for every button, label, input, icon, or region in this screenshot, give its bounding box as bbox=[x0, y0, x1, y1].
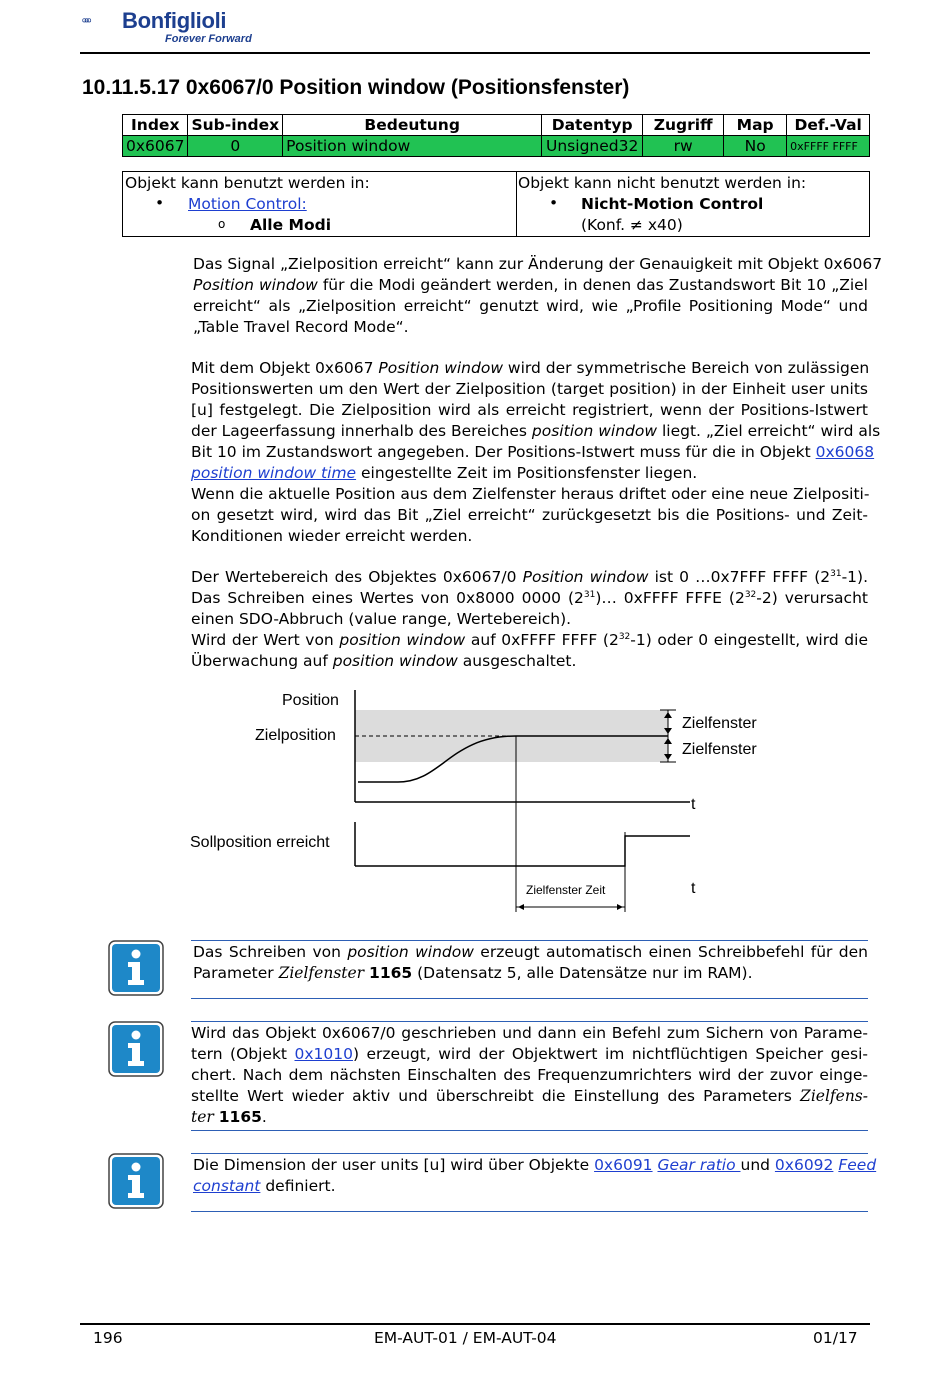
info-rule bbox=[191, 940, 868, 941]
table-cell: Unsigned32 bbox=[542, 136, 643, 157]
text-line: Wird das Objekt 0x6067/0 geschrieben und dann ein Befehl zum Sichern von Parame- bbox=[191, 1024, 868, 1042]
usage-cannot-title: Objekt kann nicht benutzt werden in: bbox=[518, 174, 807, 192]
position-window-diagram bbox=[180, 682, 780, 922]
text-line: Das Schreiben von position window erzeugt automatisch einen Schreibbefehl für den bbox=[193, 943, 868, 961]
text-line: tern (Objekt 0x1010) erzeugt, wird der Objektwert im nichtflüchtigen Speicher gesi- bbox=[191, 1045, 869, 1063]
text-line: Der Wertebereich des Objektes 0x6067/0 Position window ist 0 …0x7FFF FFFF $(2^{31}-1)$. bbox=[191, 568, 869, 586]
text-line: Mit dem Objekt 0x6067 Position window wird der symmetrische Bereich von zulässigen bbox=[191, 359, 870, 377]
text-line: Wird der Wert von position window auf 0xFFFF FFFF $(2^{32}-1)$ oder 0 eingestellt, wird die bbox=[191, 631, 868, 649]
paragraph-3 bbox=[191, 567, 868, 672]
info-text-2 bbox=[191, 1023, 868, 1128]
text-line: Überwachung auf position window ausgeschaltet. bbox=[191, 652, 577, 670]
text-line: Positionswerten um den Wert der Zielposition (target position) in der Einheit user units bbox=[191, 380, 868, 398]
usage-cannot-column bbox=[517, 172, 869, 236]
feed-constant-link[interactable]: Feed bbox=[838, 1156, 877, 1174]
usage-box bbox=[122, 171, 870, 237]
text-line: der Lageerfassung innerhalb des Bereiches position window liegt. „Ziel erreicht“ wird als bbox=[191, 422, 881, 440]
table-cell: No bbox=[724, 136, 787, 157]
text-line: stellte Wert wieder aktiv und überschreibt die Einstellung des Parameters Zielfens- bbox=[191, 1087, 868, 1105]
text-line: ter 1165. bbox=[191, 1108, 267, 1126]
text-line: Das Schreiben eines Wertes von 0x8000 0000 $(2^{31})\dots$ 0xFFFF FFFE $(2^{32}-2)$ verursacht bbox=[191, 589, 868, 607]
page-number: 196 bbox=[93, 1329, 123, 1347]
document-date: 01/17 bbox=[813, 1329, 858, 1347]
usage-can-title: Objekt kann benutzt werden in: bbox=[125, 174, 370, 192]
sub-bullet: o bbox=[218, 217, 226, 231]
text-line: [u] festgelegt. Die Zielposition wird als erreicht registriert, wenn der Positions-Istwert bbox=[191, 401, 868, 419]
text-line: Wenn die aktuelle Position aus dem Zielfenster heraus driftet oder eine neue Zielpositi- bbox=[191, 485, 870, 503]
label-zielposition: Zielposition bbox=[255, 727, 336, 744]
usage-can-column bbox=[123, 172, 517, 236]
header-cell: Datentyp bbox=[542, 115, 643, 136]
object-table bbox=[122, 114, 870, 157]
text-line: Bit 10 im Zustandswort angegeben. Der Positions-Istwert muss für die in Objekt 0x6068 bbox=[191, 443, 875, 461]
usage-cannot-note: (Konf. ≠ x40) bbox=[581, 216, 683, 234]
table-cell: Position window bbox=[283, 136, 542, 157]
label-sollposition: Sollposition erreicht bbox=[190, 834, 330, 851]
info-icon bbox=[108, 1153, 164, 1209]
label-t-bottom: t bbox=[691, 880, 696, 897]
object-1010-link[interactable]: 0x1010 bbox=[294, 1045, 353, 1063]
text-line: Parameter Zielfenster 1165 (Datensatz 5, alle Datensätze nur im RAM). bbox=[193, 964, 753, 982]
brand-name: Bonfiglioli bbox=[122, 8, 227, 33]
header-cell: Zugriff bbox=[643, 115, 724, 136]
table-cell: 0x6067 bbox=[123, 136, 188, 157]
text-line: „Table Travel Record Mode“. bbox=[193, 318, 409, 336]
text-line: Die Dimension der user units [u] wird über Objekte 0x6091 Gear ratio und 0x6092 Feed bbox=[193, 1156, 877, 1174]
header-cell: Map bbox=[724, 115, 787, 136]
gear-ratio-link[interactable]: Gear ratio bbox=[657, 1156, 741, 1174]
bonfiglioli-logo bbox=[82, 8, 122, 36]
info-rule bbox=[191, 1153, 868, 1154]
signal-line bbox=[355, 836, 690, 866]
info-rule bbox=[191, 1130, 868, 1131]
document-id: EM-AUT-01 / EM-AUT-04 bbox=[374, 1329, 557, 1347]
table-row bbox=[123, 136, 870, 157]
object-6091-link[interactable]: 0x6091 bbox=[594, 1156, 653, 1174]
info-rule bbox=[191, 998, 868, 999]
object-6092-link[interactable]: 0x6092 bbox=[774, 1156, 834, 1174]
bullet: • bbox=[155, 194, 165, 212]
table-cell: rw bbox=[643, 136, 724, 157]
footer-rule bbox=[80, 1323, 870, 1325]
table-header-row bbox=[123, 115, 870, 136]
bullet: • bbox=[549, 194, 559, 212]
paragraph-2 bbox=[191, 358, 881, 547]
text-line: Position window für die Modi geändert werden, in denen das Zustandswort Bit 10 „Ziel bbox=[193, 276, 868, 294]
position-window-time-link[interactable]: position window time bbox=[191, 464, 357, 482]
info-text-3 bbox=[193, 1155, 877, 1197]
header-cell: Bedeutung bbox=[283, 115, 542, 136]
header-cell: Index bbox=[123, 115, 188, 136]
text-line: einen SDO-Abbruch (value range, Wertebereich). bbox=[191, 610, 572, 628]
info-icon bbox=[108, 940, 164, 996]
label-zielfenster-upper: Zielfenster bbox=[682, 715, 757, 732]
label-t-top: t bbox=[691, 796, 696, 813]
label-position: Position bbox=[282, 692, 339, 709]
table-cell: 0 bbox=[188, 136, 283, 157]
header-rule bbox=[80, 52, 870, 54]
text-line: erreicht“ als „Zielposition erreicht“ genutzt wird, wie „Profile Positioning Mode“ und bbox=[193, 297, 868, 315]
info-rule bbox=[191, 1211, 868, 1212]
paragraph-1 bbox=[193, 254, 883, 338]
motion-control-link[interactable]: Motion Control: bbox=[188, 195, 307, 213]
text-line: Das Signal „Zielposition erreicht“ kann zur Änderung der Genauigkeit mit Objekt 0x6067 bbox=[193, 255, 883, 273]
section-heading: 10.11.5.17 0x6067/0 Position window (Positionsfenster) bbox=[82, 76, 630, 99]
text-line: on gesetzt wird, wird das Bit „Ziel erreicht“ zurückgesetzt bis die Positions- und Zeit- bbox=[191, 506, 868, 524]
label-zielfenster-zeit: Zielfenster Zeit bbox=[526, 883, 606, 897]
usage-cannot-item: Nicht-Motion Control bbox=[581, 195, 764, 213]
text-line: position window time eingestellte Zeit im Positionsfenster liegen. bbox=[191, 464, 698, 482]
table-cell: 0xFFFF FFFF bbox=[787, 136, 870, 157]
label-zielfenster-lower: Zielfenster bbox=[682, 741, 757, 758]
info-text-1 bbox=[193, 942, 868, 984]
info-icon bbox=[108, 1021, 164, 1077]
feed-constant-link-cont[interactable]: constant bbox=[193, 1177, 261, 1195]
usage-can-sub: Alle Modi bbox=[250, 216, 332, 234]
header-cell: Def.-Val bbox=[787, 115, 870, 136]
text-line: chert. Nach dem nächsten Einschalten des Frequenzumrichters wird der zuvor einge- bbox=[191, 1066, 868, 1084]
brand-tagline: Forever Forward bbox=[165, 33, 252, 45]
italic-term: Position window bbox=[193, 276, 318, 294]
object-6068-link[interactable]: 0x6068 bbox=[815, 443, 875, 461]
text-line: Konditionen wieder erreicht werden. bbox=[191, 527, 473, 545]
text-line: constant definiert. bbox=[193, 1177, 336, 1195]
header-cell: Sub-index bbox=[188, 115, 283, 136]
info-rule bbox=[191, 1021, 868, 1022]
